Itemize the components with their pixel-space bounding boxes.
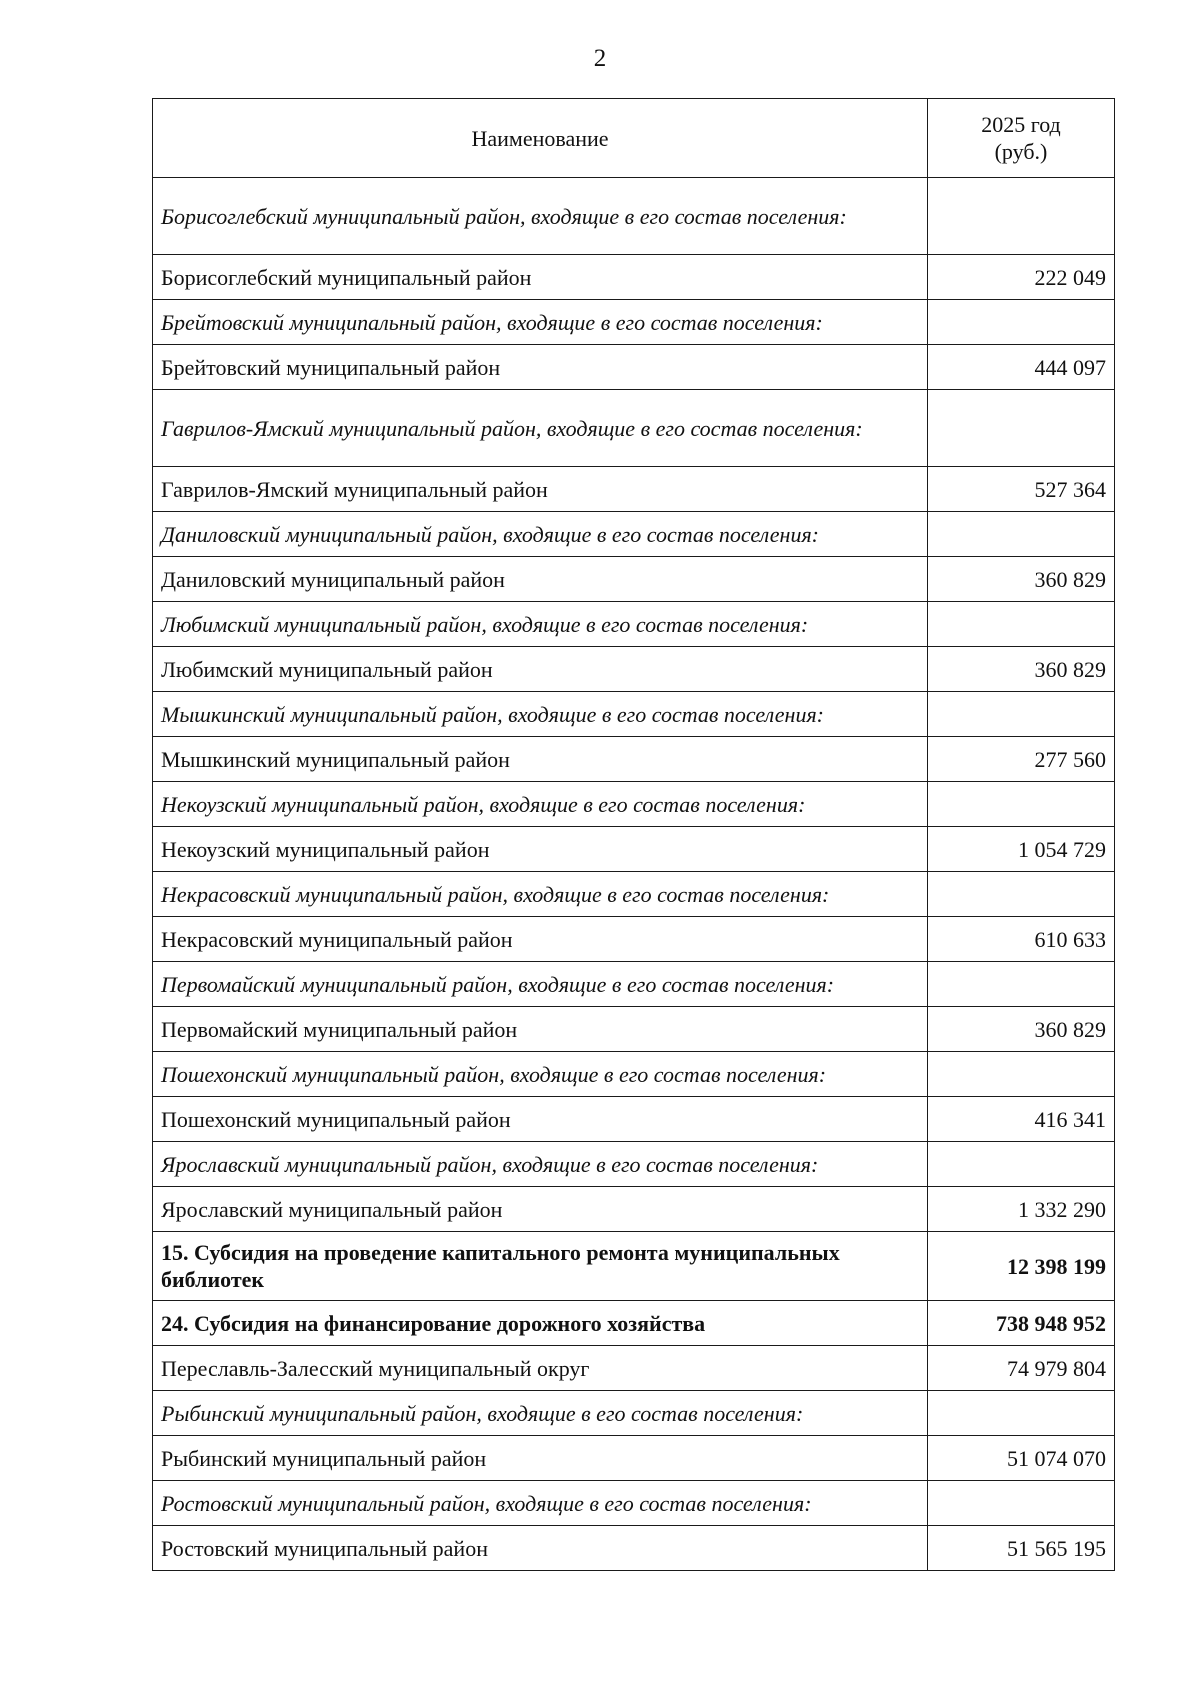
row-amount: 360 829 (928, 647, 1115, 692)
row-name: Переславль-Залесский муниципальный округ (153, 1346, 928, 1391)
row-name: Ростовский муниципальный район, входящие в его состав поселения: (153, 1481, 928, 1526)
row-name: Некоузский муниципальный район (153, 827, 928, 872)
row-amount: 416 341 (928, 1097, 1115, 1142)
row-name: Даниловский муниципальный район, входящие в его состав поселения: (153, 512, 928, 557)
row-amount: 527 364 (928, 467, 1115, 512)
table-row (153, 1526, 1115, 1571)
table-row (153, 1097, 1115, 1142)
group-row (153, 178, 1115, 255)
table-row (153, 255, 1115, 300)
row-name: Гаврилов-Ямский муниципальный район (153, 467, 928, 512)
header-year-label: 2025 год (981, 112, 1061, 137)
row-amount (928, 1142, 1115, 1187)
row-name: Рыбинский муниципальный район (153, 1436, 928, 1481)
row-name: Брейтовский муниципальный район (153, 345, 928, 390)
row-amount (928, 390, 1115, 467)
row-amount: 610 633 (928, 917, 1115, 962)
row-amount: 1 054 729 (928, 827, 1115, 872)
page-number: 2 (593, 45, 607, 72)
row-name: Рыбинский муниципальный район, входящие в его состав поселения: (153, 1391, 928, 1436)
group-row (153, 300, 1115, 345)
row-amount: 277 560 (928, 737, 1115, 782)
row-amount (928, 1391, 1115, 1436)
subsidy-row (153, 1232, 1115, 1301)
table-row (153, 1436, 1115, 1481)
row-amount (928, 300, 1115, 345)
group-row (153, 1142, 1115, 1187)
row-name: Ярославский муниципальный район, входящие в его состав поселения: (153, 1142, 928, 1187)
subsidy-row (153, 1301, 1115, 1346)
table-row (153, 827, 1115, 872)
row-name: Любимский муниципальный район, входящие в его состав поселения: (153, 602, 928, 647)
row-name: Пошехонский муниципальный район (153, 1097, 928, 1142)
table-row (153, 737, 1115, 782)
row-amount: 738 948 952 (928, 1301, 1115, 1346)
row-amount: 1 332 290 (928, 1187, 1115, 1232)
row-amount (928, 178, 1115, 255)
table-row (153, 917, 1115, 962)
row-name: 15. Субсидия на проведение капитального ремонта муниципальных библиотек (153, 1232, 928, 1301)
row-name: Пошехонский муниципальный район, входящие в его состав поселения: (153, 1052, 928, 1097)
row-amount (928, 782, 1115, 827)
row-amount: 51 565 195 (928, 1526, 1115, 1571)
table-row (153, 1346, 1115, 1391)
table-row (153, 1007, 1115, 1052)
group-row (153, 872, 1115, 917)
row-name: Некрасовский муниципальный район, входящие в его состав поселения: (153, 872, 928, 917)
group-row (153, 390, 1115, 467)
group-row (153, 782, 1115, 827)
row-amount: 222 049 (928, 255, 1115, 300)
row-amount (928, 692, 1115, 737)
row-name: Мышкинский муниципальный район, входящие в его состав поселения: (153, 692, 928, 737)
row-name: Гаврилов-Ямский муниципальный район, входящие в его состав поселения: (153, 390, 928, 467)
row-name: Борисоглебский муниципальный район (153, 255, 928, 300)
header-name (153, 99, 928, 178)
row-amount (928, 962, 1115, 1007)
row-name: Некоузский муниципальный район, входящие в его состав поселения: (153, 782, 928, 827)
table-header (153, 99, 1115, 178)
group-row (153, 962, 1115, 1007)
row-amount: 444 097 (928, 345, 1115, 390)
row-amount: 360 829 (928, 557, 1115, 602)
group-row (153, 692, 1115, 737)
row-name: Некрасовский муниципальный район (153, 917, 928, 962)
table-body (153, 178, 1115, 1571)
header-unit-label: (руб.) (994, 139, 1048, 164)
table-row (153, 345, 1115, 390)
table-row (153, 557, 1115, 602)
group-row (153, 1052, 1115, 1097)
table-row (153, 647, 1115, 692)
row-amount (928, 1481, 1115, 1526)
row-name: 24. Субсидия на финансирование дорожного хозяйства (153, 1301, 928, 1346)
row-name: Первомайский муниципальный район (153, 1007, 928, 1052)
budget-table (152, 98, 1115, 1571)
group-row (153, 512, 1115, 557)
group-row (153, 602, 1115, 647)
row-name: Даниловский муниципальный район (153, 557, 928, 602)
row-amount (928, 602, 1115, 647)
row-name: Первомайский муниципальный район, входящие в его состав поселения: (153, 962, 928, 1007)
row-name: Любимский муниципальный район (153, 647, 928, 692)
row-amount: 51 074 070 (928, 1436, 1115, 1481)
table-row (153, 467, 1115, 512)
group-row (153, 1391, 1115, 1436)
row-amount (928, 872, 1115, 917)
row-amount (928, 512, 1115, 557)
row-name: Мышкинский муниципальный район (153, 737, 928, 782)
row-name: Ярославский муниципальный район (153, 1187, 928, 1232)
row-name: Борисоглебский муниципальный район, входящие в его состав поселения: (153, 178, 928, 255)
header-year (928, 99, 1115, 178)
header-row (153, 99, 1115, 178)
row-name: Брейтовский муниципальный район, входящие в его состав поселения: (153, 300, 928, 345)
header-name-label: Наименование (471, 125, 609, 151)
row-name: Ростовский муниципальный район (153, 1526, 928, 1571)
row-amount: 360 829 (928, 1007, 1115, 1052)
row-amount: 12 398 199 (928, 1232, 1115, 1301)
group-row (153, 1481, 1115, 1526)
table-row (153, 1187, 1115, 1232)
row-amount (928, 1052, 1115, 1097)
row-amount: 74 979 804 (928, 1346, 1115, 1391)
